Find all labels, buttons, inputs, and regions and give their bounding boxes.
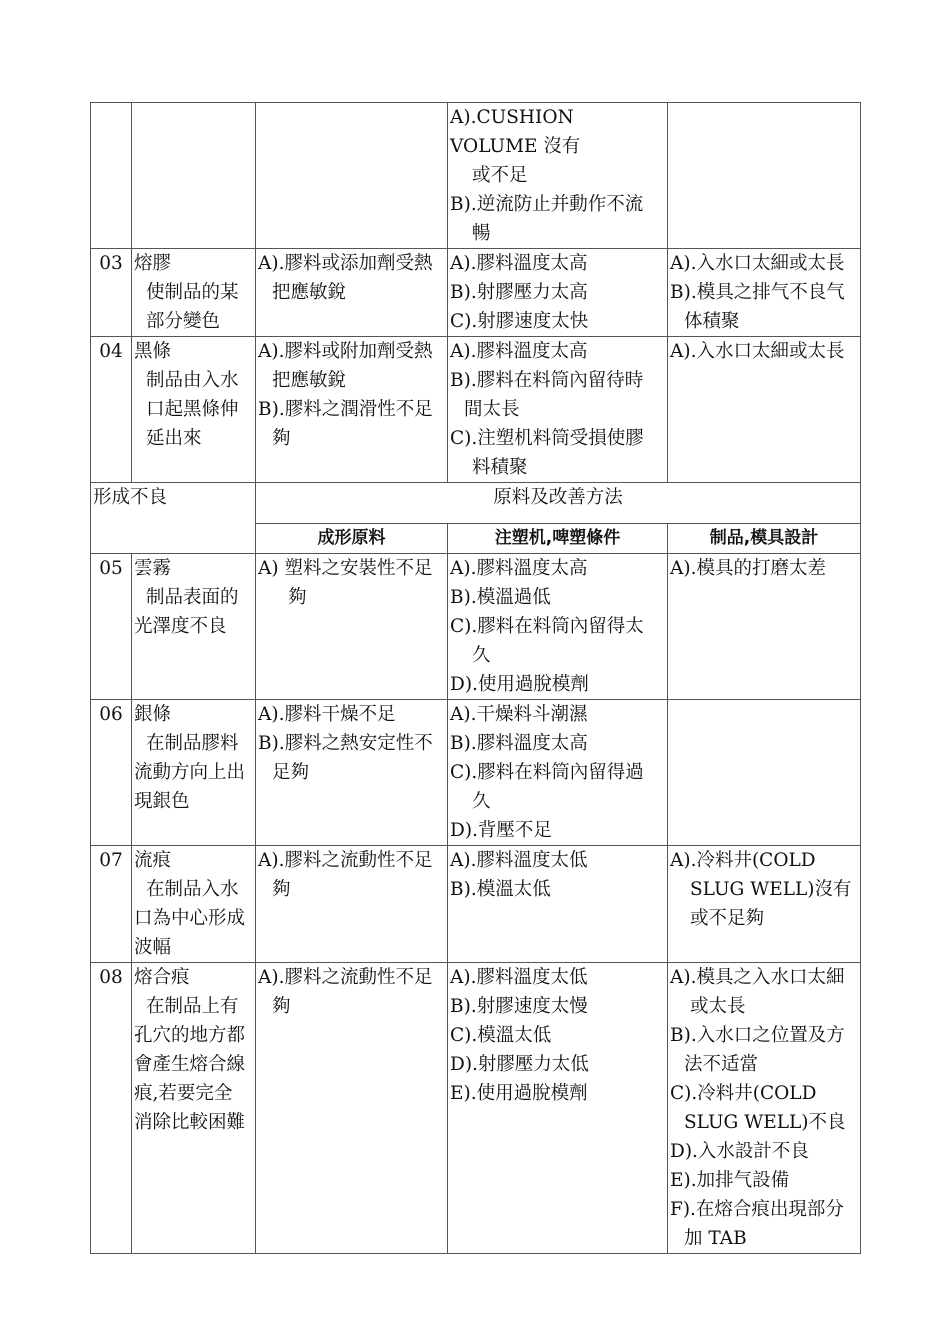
text-line: VOLUME 沒有 [450,136,581,157]
text-line: A).冷料井(COLD [670,850,816,871]
text-line: 加 TAB [684,1228,747,1249]
text-line: E).使用過脫模劑 [450,1083,588,1104]
material-cell [256,700,448,846]
text-line: A).膠料溫度太高 [450,558,588,579]
text-line: B).膠料之熱安定性不 [258,733,433,754]
text-line: 在制品膠料 [146,733,239,754]
machine-cell [448,103,668,249]
table-row-06 [91,700,861,846]
row-number: 08 [91,963,132,1254]
text-line: 或不足 [472,165,528,186]
row-number: 06 [91,700,132,846]
text-line: C).膠料在料筒內留得太 [450,616,644,637]
text-line: B).入水口之位置及方 [670,1025,845,1046]
text-line: 波幅 [134,937,172,958]
text-line: A).膠料或添加劑受熱 [258,253,433,274]
text-line: A).膠料溫度太低 [450,967,588,988]
text-line: B).射膠壓力太高 [450,282,588,303]
text-line: A) 塑料之安裝性不足 [258,558,433,579]
text-line: 光澤度不良 [134,616,227,637]
defect-table [90,102,861,1254]
machine-cell [448,963,668,1254]
text-line: 久 [472,645,491,666]
defect-cell [132,700,256,846]
mold-cell [668,700,861,846]
text-line: 把應敏銳 [272,282,347,303]
text-line: 會產生熔合線 [134,1054,246,1075]
text-line: B).模具之排气不良气 [670,282,845,303]
text-line: A).模具之入水口太細 [670,967,845,988]
text-line: 使制品的某 [146,282,239,303]
text-line: A).膠料溫度太高 [450,341,588,362]
text-line: D).入水設計不良 [670,1141,809,1162]
text-line: E).加排气設備 [670,1170,790,1191]
header-defect-cell [91,483,256,554]
text-line: B).逆流防止并動作不流 [450,194,644,215]
text-line: B).膠料之潤滑性不足 [258,399,433,420]
text-line: SLUG WELL)不良 [684,1112,846,1133]
text-line: 在制品入水 [146,879,239,900]
text-line: 間太長 [464,399,520,420]
material-cell [256,963,448,1254]
row-number: 07 [91,846,132,963]
header-mold: 制品,模具設計 [668,524,861,554]
machine-cell [448,337,668,483]
defect-cell [132,963,256,1254]
text-line: B).射膠速度太慢 [450,996,588,1017]
machine-cell [448,249,668,337]
row-number: 05 [91,554,132,700]
text-line: B).膠料在料筒內留待時 [450,370,644,391]
header-defect: 形成不良 [93,487,168,508]
text-line: 熔合痕 [134,967,190,988]
text-line: A).膠料之流動性不足 [258,967,433,988]
table-row-05 [91,554,861,700]
text-line: C).射膠速度太快 [450,311,589,332]
text-line: 制品表面的 [146,587,239,608]
text-line: 延出來 [146,428,202,449]
text-line: A).干燥料斗潮濕 [450,704,588,725]
text-line: 料積聚 [472,457,528,478]
material-cell [256,103,448,249]
text-line: 痕,若要完全 [134,1083,233,1104]
header-row-group [91,483,861,524]
text-line: B).膠料溫度太高 [450,733,588,754]
text-line: C).模溫太低 [450,1025,552,1046]
material-cell [256,554,448,700]
machine-cell [448,554,668,700]
text-line: D).背壓不足 [450,820,552,841]
text-line: A).CUSHION [450,107,574,128]
table-row-08 [91,963,861,1254]
material-cell [256,249,448,337]
text-line: 夠 [272,879,291,900]
material-cell [256,337,448,483]
text-line: A).膠料溫度太高 [450,253,588,274]
text-line: A).入水口太細或太長 [670,253,845,274]
text-line: C).注塑机料筒受損使膠 [450,428,644,449]
mold-cell [668,103,861,249]
text-line: 久 [472,791,491,812]
text-line: A).膠料干燥不足 [258,704,396,725]
text-line: SLUG WELL)沒有 [690,879,852,900]
text-line: A).膠料溫度太低 [450,850,588,871]
text-line: A).膠料之流動性不足 [258,850,433,871]
text-line: 体積聚 [684,311,740,332]
text-line: B).模溫太低 [450,879,551,900]
defect-cell [132,554,256,700]
text-line: 部分變色 [146,311,221,332]
text-line: 現銀色 [134,791,190,812]
defect-cell [132,846,256,963]
defect-cell [132,249,256,337]
material-cell [256,846,448,963]
text-line: 銀條 [134,704,172,725]
mold-cell [668,963,861,1254]
text-line: 暢 [472,223,491,244]
text-line: 夠 [272,996,291,1017]
text-line: D).射膠壓力太低 [450,1054,589,1075]
text-line: 夠 [272,428,291,449]
row-number: 03 [91,249,132,337]
text-line: 或太長 [690,996,746,1017]
header-material: 成形原料 [256,524,448,554]
text-line: B).模溫過低 [450,587,551,608]
text-line: 雲霧 [134,558,172,579]
num-cell [91,103,132,249]
mold-cell [668,846,861,963]
text-line: 口為中心形成 [134,908,246,929]
text-line: 制品由入水 [146,370,239,391]
text-line: 熔膠 [134,253,172,274]
text-line: 黑條 [134,341,172,362]
text-line: A).膠料或附加劑受熱 [258,341,433,362]
text-line: 把應敏銳 [272,370,347,391]
text-line: 孔穴的地方都 [134,1025,246,1046]
mold-cell [668,337,861,483]
text-line: 夠 [288,587,307,608]
text-line: 或不足夠 [690,908,765,929]
text-line: 口起黑條伸 [146,399,239,420]
table-row-07 [91,846,861,963]
text-line: 流痕 [134,850,172,871]
text-line: A).模具的打磨太差 [670,558,826,579]
table-row-03 [91,249,861,337]
machine-cell [448,700,668,846]
text-line: 消除比較困難 [134,1112,246,1133]
mold-cell [668,249,861,337]
table-row-continuation [91,103,861,249]
defect-cell [132,103,256,249]
mold-cell [668,554,861,700]
text-line: 足夠 [272,762,310,783]
text-line: C).膠料在料筒內留得過 [450,762,644,783]
text-line: A).入水口太細或太長 [670,341,845,362]
text-line: 法不适當 [684,1054,759,1075]
defect-cell [132,337,256,483]
text-line: C).冷料井(COLD [670,1083,817,1104]
header-group: 原料及改善方法 [256,483,861,524]
text-line: F).在熔合痕出現部分 [670,1199,844,1220]
table-row-04 [91,337,861,483]
header-machine: 注塑机,啤塑條件 [448,524,668,554]
machine-cell [448,846,668,963]
text-line: 在制品上有 [146,996,239,1017]
text-line: 流動方向上出 [134,762,246,783]
row-number: 04 [91,337,132,483]
text-line: D).使用過脫模劑 [450,674,589,695]
